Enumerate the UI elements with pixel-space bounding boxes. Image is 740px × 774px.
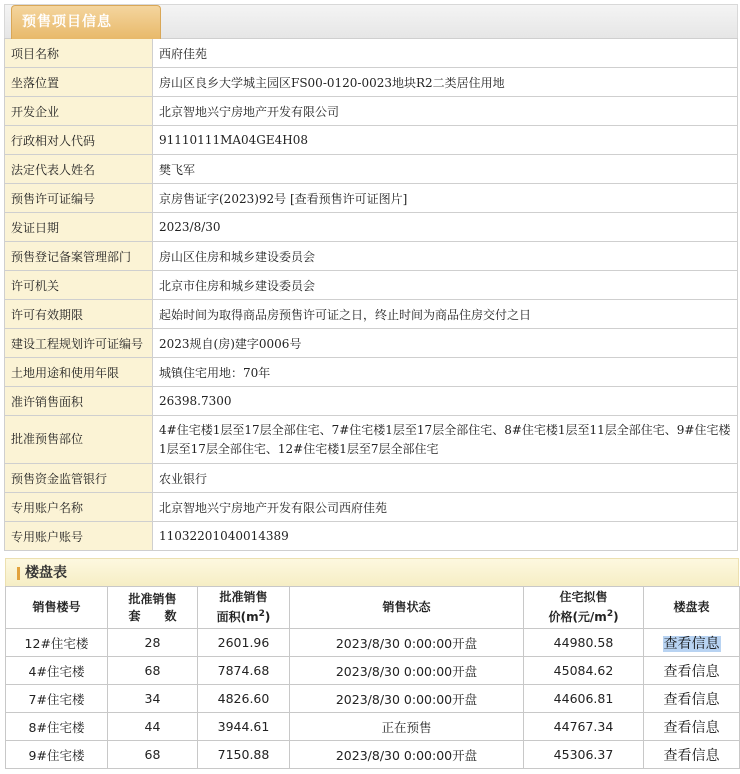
info-row [5,39,738,68]
view-info-link[interactable]: 查看信息 [663,719,720,736]
cell-price: 44606.81 [524,685,644,713]
info-key: 批准预售部位 [5,416,153,464]
info-row [5,213,738,242]
table-row [6,657,740,685]
info-key: 开发企业 [5,97,153,126]
col-units [108,587,198,629]
cell-link [644,741,740,769]
cell-status: 正在预售 [290,713,524,741]
cell-price: 45306.37 [524,741,644,769]
cell-area: 2601.96 [198,629,290,657]
info-row [5,271,738,300]
view-info-link[interactable]: 查看信息 [663,747,720,764]
cell-units: 44 [108,713,198,741]
info-key: 土地用途和使用年限 [5,358,153,387]
cell-building: 8#住宅楼 [6,713,108,741]
table-row [6,685,740,713]
info-key: 专用账户名称 [5,493,153,522]
table-row [6,741,740,769]
cell-units: 68 [108,657,198,685]
view-info-link[interactable]: 查看信息 [663,635,720,652]
tab-presale-project-info[interactable]: 预售项目信息 [11,5,161,39]
cell-link [644,713,740,741]
col-area-close: ) [264,610,271,624]
col-area-sup: 2 [258,609,265,619]
cell-units: 34 [108,685,198,713]
info-row [5,97,738,126]
cell-link [644,657,740,685]
view-info-link[interactable]: 查看信息 [663,691,720,708]
info-key: 预售登记备案管理部门 [5,242,153,271]
presale-license-value[interactable]: 京房售证字(2023)92号 [查看预售许可证图片] [153,184,738,213]
info-row [5,126,738,155]
info-value: 房山区住房和城乡建设委员会 [153,242,738,271]
info-value: 26398.7300 [153,387,738,416]
cell-link [644,629,740,657]
col-units-line2: 套 数 [128,608,177,623]
project-info-panel [4,4,738,551]
cell-status: 2023/8/30 0:00:00开盘 [290,657,524,685]
cell-units: 28 [108,629,198,657]
col-price-close: ) [613,610,619,624]
cell-price: 44980.58 [524,629,644,657]
info-value: 农业银行 [153,464,738,493]
cell-building: 12#住宅楼 [6,629,108,657]
info-row [5,329,738,358]
info-row [5,300,738,329]
info-key: 预售许可证编号 [5,184,153,213]
info-row [5,464,738,493]
info-row [5,416,738,464]
info-value: 起始时间为取得商品房预售许可证之日，终止时间为商品住房交付之日 [153,300,738,329]
cell-area: 3944.61 [198,713,290,741]
col-status: 销售状态 [290,587,524,629]
info-key: 法定代表人姓名 [5,155,153,184]
info-value: 北京市住房和城乡建设委员会 [153,271,738,300]
info-key: 建设工程规划许可证编号 [5,329,153,358]
col-units-line1: 批准销售 [128,591,177,606]
col-area-line1: 批准销售 [219,590,268,604]
info-row [5,68,738,97]
info-key: 行政相对人代码 [5,126,153,155]
info-value: 4#住宅楼1层至17层全部住宅、7#住宅楼1层至17层全部住宅、8#住宅楼1层至11层全部住宅、9#住宅楼1层至17层全部住宅、12#住宅楼1层至7层全部住宅 [153,416,738,464]
col-link: 楼盘表 [644,587,740,629]
tab-bar [4,4,738,38]
cell-price: 45084.62 [524,657,644,685]
info-key: 发证日期 [5,213,153,242]
loupan-header-row [6,587,740,629]
cell-building: 9#住宅楼 [6,741,108,769]
loupan-panel [5,558,739,769]
section-marker [17,567,20,580]
loupan-title: 楼盘表 [25,565,67,581]
col-area-line2: 面积(m [216,610,259,624]
info-row [5,387,738,416]
col-price-line2: 价格(元/m [548,610,607,624]
info-key: 坐落位置 [5,68,153,97]
info-key: 项目名称 [5,39,153,68]
info-value: 2023/8/30 [153,213,738,242]
cell-area: 4826.60 [198,685,290,713]
cell-area: 7874.68 [198,657,290,685]
info-value: 樊飞军 [153,155,738,184]
info-key: 许可有效期限 [5,300,153,329]
view-info-link[interactable]: 查看信息 [663,663,720,680]
info-value: 北京智地兴宁房地产开发有限公司西府佳苑 [153,493,738,522]
info-key: 准许销售面积 [5,387,153,416]
col-price-sup: 2 [606,609,614,619]
info-key: 专用账户账号 [5,522,153,551]
cell-link [644,685,740,713]
cell-status: 2023/8/30 0:00:00开盘 [290,741,524,769]
col-price-line1: 住宅拟售 [559,590,608,604]
cell-status: 2023/8/30 0:00:00开盘 [290,685,524,713]
info-row [5,155,738,184]
info-value: 房山区良乡大学城主园区FS00-0120-0023地块R2二类居住用地 [153,68,738,97]
cell-building: 4#住宅楼 [6,657,108,685]
loupan-header [5,558,739,586]
col-price [524,587,644,629]
info-value: 西府佳苑 [153,39,738,68]
cell-area: 7150.88 [198,741,290,769]
cell-price: 44767.34 [524,713,644,741]
project-info-table [4,38,738,551]
table-row [6,713,740,741]
loupan-table [5,586,740,769]
info-value: 北京智地兴宁房地产开发有限公司 [153,97,738,126]
info-key: 许可机关 [5,271,153,300]
info-row [5,493,738,522]
cell-building: 7#住宅楼 [6,685,108,713]
info-row [5,184,738,213]
col-building: 销售楼号 [6,587,108,629]
cell-status: 2023/8/30 0:00:00开盘 [290,629,524,657]
table-row [6,629,740,657]
info-value: 11032201040014389 [153,522,738,551]
info-key: 预售资金监管银行 [5,464,153,493]
info-value: 91110111MA04GE4H08 [153,126,738,155]
info-row [5,358,738,387]
cell-units: 68 [108,741,198,769]
info-row [5,522,738,551]
info-value: 城镇住宅用地：70年 [153,358,738,387]
info-value: 2023规自(房)建字0006号 [153,329,738,358]
col-area [198,587,290,629]
info-row [5,242,738,271]
